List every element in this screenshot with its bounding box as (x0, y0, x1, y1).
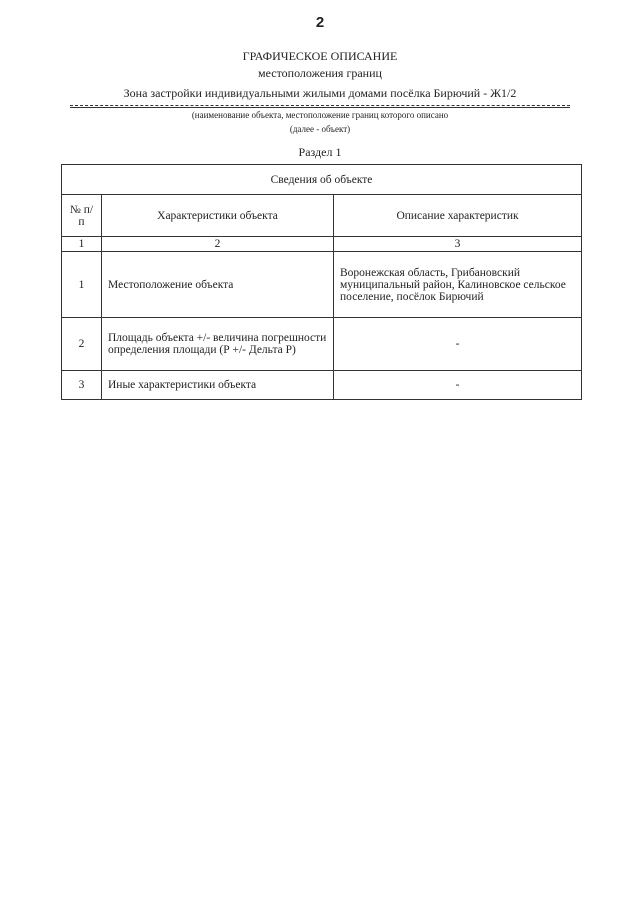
column-number-1: 1 (62, 237, 102, 252)
row-description: - (334, 371, 582, 400)
object-name-caption: (наименование объекта, местоположение границ которого описано (191, 110, 449, 120)
object-info-table (61, 164, 582, 400)
table-row (62, 371, 582, 400)
column-header-characteristic: Характеристики объекта (102, 195, 334, 237)
table-row (62, 318, 582, 371)
object-name: Зона застройки индивидуальными жилыми домами посёлка Бирючий - Ж1/2 (123, 86, 517, 100)
row-description: Воронежская область, Грибановский муниципальный район, Калиновское сельское поселение, посёлок Бирючий (334, 252, 582, 318)
row-number: 1 (62, 252, 102, 318)
column-number-3: 3 (334, 237, 582, 252)
object-name-caption-2: (далее - объект) (289, 124, 351, 134)
row-number: 2 (62, 318, 102, 371)
document-title: ГРАФИЧЕСКОЕ ОПИСАНИЕ (242, 49, 398, 63)
table-heading: Сведения об объекте (62, 165, 582, 195)
row-number: 3 (62, 371, 102, 400)
row-characteristic: Местоположение объекта (102, 252, 334, 318)
column-number-2: 2 (102, 237, 334, 252)
object-name-underline (70, 105, 570, 106)
section-title: Раздел 1 (298, 145, 342, 159)
row-characteristic: Иные характеристики объекта (102, 371, 334, 400)
document-subtitle: местоположения границ (258, 66, 382, 80)
column-header-number: № п/п (62, 195, 102, 237)
row-description: - (334, 318, 582, 371)
page-number: 2 (315, 14, 325, 31)
row-characteristic: Площадь объекта +/- величина погрешности определения площади (Р +/- Дельта Р) (102, 318, 334, 371)
column-header-description: Описание характеристик (334, 195, 582, 237)
table-row (62, 252, 582, 318)
